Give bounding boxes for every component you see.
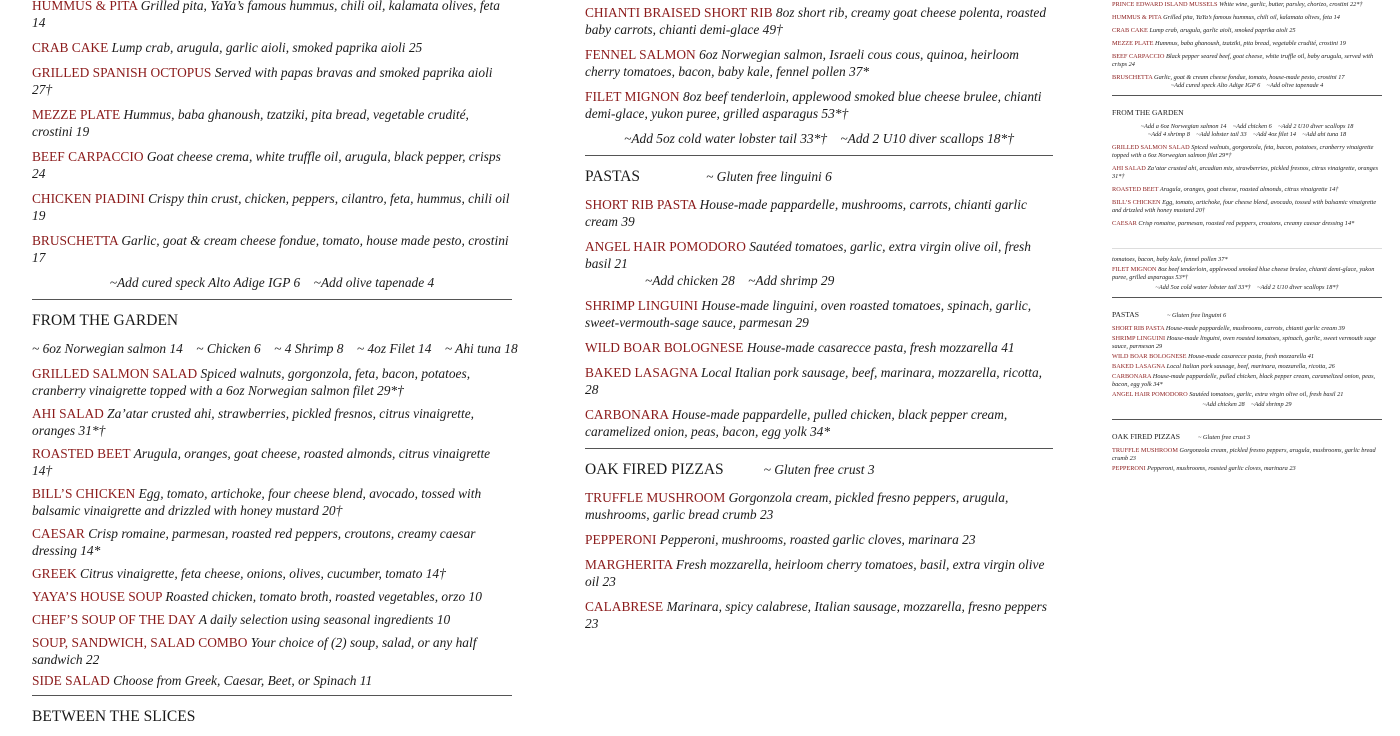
menu-item: TRUFFLE MUSHROOM Gorgonzola cream, pickled fresno peppers, arugula, mushrooms, garlic bread crumb 23 [585, 490, 1009, 522]
menu-item: FILET MIGNON 8oz beef tenderloin, applewood smoked blue cheese brulee, chianti demi-glace, yukon puree, grilled asparagus 53*† [585, 89, 1042, 121]
menu-item: ROASTED BEET Arugula, oranges, goat cheese, roasted almonds, citrus vinaigrette 14† [32, 446, 491, 478]
menu-item: FILET MIGNON 8oz beef tenderloin, applewood smoked blue cheese brulee, chianti demi-glace, yukon puree, grilled asparagus 53*† [1112, 266, 1375, 281]
menu-item: CHICKEN PIADINI Crispy thin crust, chicken, peppers, cilantro, feta, hummus, chili oil 19 [32, 191, 510, 223]
pomodoro-addons: ~Add chicken 28 ~Add shrimp 29 [645, 273, 835, 288]
section-title-pizzas: OAK FIRED PIZZAS ~ Gluten free crust 3 [1112, 432, 1251, 441]
garden-addons: ~Add a 6oz Norwegian salmon 14 ~Add chicken 6 ~Add 2 U10 diver scallops 18 [1140, 123, 1354, 130]
section-title-slices: BETWEEN THE SLICES [32, 708, 196, 725]
menu-item: ROASTED BEET Arugula, oranges, goat cheese, roasted almonds, citrus vinaigrette 14† [1112, 186, 1339, 193]
menu-thumbnail-top [1112, 0, 1382, 250]
entree-addons: ~Add 5oz cold water lobster tail 33*† ~Add 2 U10 diver scallops 18*† [624, 131, 1014, 146]
garden-list [32, 365, 512, 689]
menu-item: SHRIMP LINGUINI House-made linguini, oven roasted tomatoes, spinach, garlic, sweet vermouth sage sauce, parmesan 29 [1112, 335, 1376, 350]
garden-addons: ~ 6oz Norwegian salmon 14 ~ Chicken 6 ~ 4 Shrimp 8 ~ 4oz Filet 14 ~ Ahi tuna 18 [32, 341, 518, 356]
starters-addons: ~Add cured speck Alto Adige IGP 6 ~Add olive tapenade 4 [109, 275, 435, 290]
pastas-note: ~ Gluten free linguini 6 [706, 169, 832, 184]
menu-item: BAKED LASAGNA Local Italian pork sausage, beef, marinara, mozzarella, ricotta, 26 [1112, 363, 1335, 370]
menu-item: CARBONARA House-made pappardelle, pulled chicken, black pepper cream, caramelized onion, peas, bacon, egg yolk 34* [1112, 373, 1376, 388]
menu-item: CAESAR Crisp romaine, parmesan, roasted red peppers, croutons, creamy caesar dressing 14* [1112, 220, 1355, 227]
menu-item: GRILLED SALMON SALAD Spiced walnuts, gorgonzola, feta, bacon, potatoes, cranberry vinaigrette topped with a 6oz Norwegian salmon filet 29*† [32, 366, 471, 398]
section-title-garden: FROM THE GARDEN [32, 312, 179, 329]
starters-list [32, 0, 512, 291]
menu-item: YAYA’S HOUSE SOUP Roasted chicken, tomato broth, roasted vegetables, orzo 10 [32, 589, 482, 604]
pastas-note: ~ Gluten free linguini 6 [1166, 312, 1227, 319]
menu-item: MEZZE PLATE Hummus, baba ghanoush, tzatziki, pita bread, vegetable crudité, crostini 19 [32, 107, 469, 139]
menu-item: MEZZE PLATE Hummus, baba ghanoush, tzatziki, pita bread, vegetable crudité, crostini 19 [1112, 40, 1346, 47]
menu-item: SIDE SALAD Choose from Greek, Caesar, Beet, or Spinach 11 [32, 673, 373, 688]
menu-item: BRUSCHETTA Garlic, goat & cream cheese fondue, tomato, house made pesto, crostini 17 [32, 233, 509, 265]
menu-item: BILL’S CHICKEN Egg, tomato, artichoke, four cheese blend, avocado, tossed with balsamic vinaigrette and drizzled with honey mustard 20† [32, 486, 482, 518]
menu-item: GRILLED SALMON SALAD Spiced walnuts, gorgonzola, feta, bacon, potatoes, cranberry vinaigrette topped with a 6oz Norwegian salmon filet 29*† [1112, 144, 1374, 159]
thumbnail-divider [1112, 248, 1382, 249]
menu-item: BILL’S CHICKEN Egg, tomato, artichoke, four cheese blend, avocado, tossed with balsamic vinaigrette and drizzled with honey mustard 20† [1112, 199, 1377, 214]
menu-item: GRILLED SPANISH OCTOPUS Served with papas bravas and smoked paprika aioli 27† [32, 65, 493, 97]
garden-addons: ~Add 4 shrimp 8 ~Add lobster tail 33 ~Add 4oz filet 14 ~Add ahi tuna 18 [1147, 131, 1347, 138]
section-title-garden: FROM THE GARDEN [1112, 108, 1184, 117]
menu-item: BEEF CARPACCIO Black pepper seared beef, goat cheese, white truffle oil, baby arugula, served with crisps 24 [1112, 53, 1374, 68]
pomodoro-addons: ~Add chicken 28 ~Add shrimp 29 [1202, 401, 1292, 408]
menu-item: WILD BOAR BOLOGNESE House-made casarecce pasta, fresh mozzarella 41 [1112, 353, 1315, 360]
section-title-pizzas: OAK FIRED PIZZAS ~ Gluten free crust 3 [585, 461, 875, 478]
menu-column-left [32, 0, 518, 736]
section-divider [32, 299, 512, 300]
section-divider [1112, 419, 1382, 420]
menu-item: CARBONARA House-made pappardelle, pulled chicken, black pepper cream, caramelized onion, peas, bacon, egg yolk 34* [585, 407, 1008, 439]
menu-item: BRUSCHETTA Garlic, goat & cream cheese fondue, tomato, house-made pesto, crostini 17 [1112, 74, 1345, 81]
menu-item: CHIANTI BRAISED SHORT RIB 8oz short rib, creamy goat cheese polenta, roasted baby carrots, chianti demi-glace 49† [585, 5, 1047, 37]
section-divider [585, 448, 1053, 449]
menu-item: SHORT RIB PASTA House-made pappardelle, mushrooms, carrots, chianti garlic cream 39 [585, 197, 1027, 229]
section-divider [1112, 95, 1382, 96]
section-title-pastas: PASTAS ~ Gluten free linguini 6 [1112, 310, 1227, 319]
menu-item: CRAB CAKE Lump crab, arugula, garlic aioli, smoked paprika aioli 25 [1112, 27, 1296, 34]
menu-item: ANGEL HAIR POMODORO Sautéed tomatoes, garlic, extra virgin olive oil, fresh basil 21 [585, 239, 1031, 271]
starters-addons: ~Add cured speck Alto Adige IGP 6 ~Add olive tapenade 4 [1170, 82, 1324, 89]
menu-item: SHORT RIB PASTA House-made pappardelle, mushrooms, carrots, chianti garlic cream 39 [1112, 325, 1345, 332]
menu-item: FENNEL SALMON 6oz Norwegian salmon, Israeli cous cous, quinoa, heirloom cherry tomatoes, bacon, baby kale, fennel pollen 37* [585, 47, 1019, 79]
menu-item: PRINCE EDWARD ISLAND MUSSELS White wine, garlic, butter, parsley, chorizo, crostini 22*† [1112, 1, 1363, 8]
menu-thumbnail-bottom [1112, 250, 1382, 500]
menu-item: HUMMUS & PITA Grilled pita, YaYa’s famous hummus, chili oil, kalamata olives, feta 14 [1112, 14, 1340, 21]
menu-item: SOUP, SANDWICH, SALAD COMBO Your choice of (2) soup, salad, or any half sandwich 22 [32, 635, 477, 667]
menu-item: BAKED LASAGNA Local Italian pork sausage, beef, marinara, mozzarella, ricotta, 28 [585, 365, 1043, 397]
section-title-pastas: PASTAS ~ Gluten free linguini 6 [585, 168, 832, 185]
menu-item: PEPPERONI Pepperoni, mushrooms, roasted garlic cloves, marinara 23 [585, 532, 976, 547]
section-divider [585, 155, 1053, 156]
menu-item: PEPPERONI Pepperoni, mushrooms, roasted garlic cloves, marinara 23 [1112, 465, 1296, 472]
menu-item: CRAB CAKE Lump crab, arugula, garlic aioli, smoked paprika aioli 25 [32, 40, 423, 55]
pizza-note: ~ Gluten free crust 3 [1197, 434, 1251, 441]
menu-item: ANGEL HAIR POMODORO Sautéed tomatoes, garlic, extra virgin olive oil, fresh basil 21 [1112, 391, 1344, 398]
menu-item: HUMMUS & PITA Grilled pita, YaYa’s famous hummus, chili oil, kalamata olives, feta 14 [32, 0, 500, 30]
section-divider [1112, 297, 1382, 298]
menu-column-middle [585, 4, 1053, 640]
pizza-note: ~ Gluten free crust 3 [763, 462, 875, 477]
menu-item: WILD BOAR BOLOGNESE House-made casarecce pasta, fresh mozzarella 41 [585, 340, 1015, 355]
menu-item: CALABRESE Marinara, spicy calabrese, Italian sausage, mozzarella, fresno peppers 23 [585, 599, 1047, 631]
menu-item: CAESAR Crisp romaine, parmesan, roasted red peppers, croutons, creamy caesar dressing 14* [32, 526, 476, 558]
menu-item: TRUFFLE MUSHROOM Gorgonzola cream, pickled fresno peppers, arugula, mushrooms, garlic bread crumb 23 [1112, 447, 1376, 462]
section-divider [32, 695, 512, 696]
menu-item: GREEK Citrus vinaigrette, feta cheese, onions, olives, cucumber, tomato 14† [32, 566, 446, 581]
menu-item: AHI SALAD Za’atar crusted ahi, arcadian mix, strawberries, pickled fresnos, citrus vinaigrette, oranges 31*† [1112, 165, 1379, 180]
continued-text: tomatoes, bacon, baby kale, fennel pollen 37* [1112, 256, 1228, 263]
menu-item: AHI SALAD Za’atar crusted ahi, strawberries, pickled fresnos, citrus vinaigrette, oranges 31*† [32, 406, 475, 438]
menu-item: CHEF’S SOUP OF THE DAY A daily selection using seasonal ingredients 10 [32, 612, 451, 627]
entree-addons: ~Add 5oz cold water lobster tail 33*† ~Add 2 U10 diver scallops 18*† [1155, 284, 1339, 291]
menu-item: SHRIMP LINGUINI House-made linguini, oven roasted tomatoes, spinach, garlic, sweet-vermouth-sage sauce, parmesan 29 [585, 298, 1032, 330]
menu-item: MARGHERITA Fresh mozzarella, heirloom cherry tomatoes, basil, extra virgin olive oil 23 [585, 557, 1045, 589]
menu-item: BEEF CARPACCIO Goat cheese crema, white truffle oil, arugula, black pepper, crisps 24 [32, 149, 501, 181]
